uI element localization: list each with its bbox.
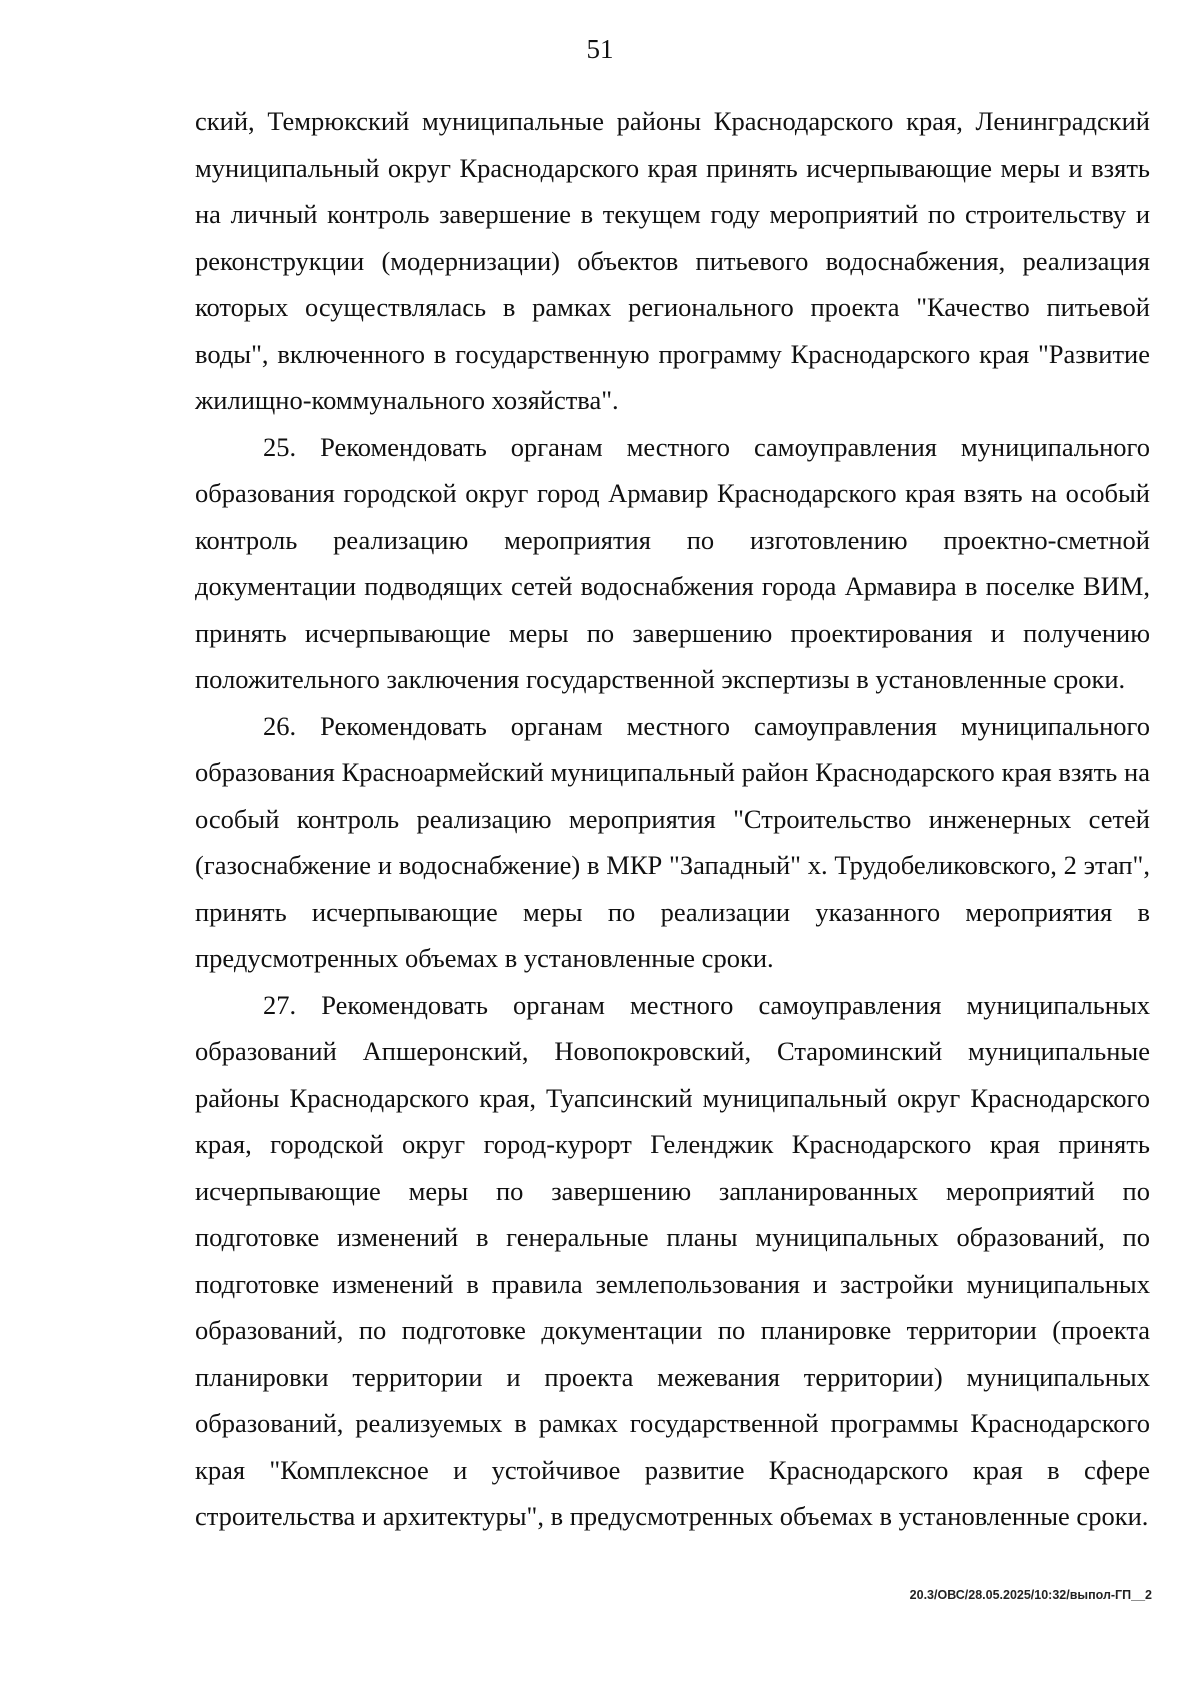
paragraph-27 [195, 982, 1150, 1540]
paragraph-text: Рекомендовать органам местного самоуправления муниципального образования городской округ город Армавир Краснодарского края взять на особый контроль реализацию мероприятия по изготовлению проектно-сметной документации подводящих сетей водоснабжения города Армавира в поселке ВИМ, принять исчерпывающие меры по завершению проектирования и получению положительного заключения государственной экспертизы в установленные сроки. [195, 431, 1151, 694]
document-footer-code: 20.3/ОВС/28.05.2025/10:32/выпол-ГП__2 [909, 1588, 1152, 1602]
paragraph-text: ский, Темрюкский муниципальные районы Краснодарского края, Ленинградский муниципальный округ Краснодарского края принять исчерпывающие меры и взять на личный контроль завершение в текущем году мероприятий по строительству и реконструкции (модернизации) объектов питьевого водоснабжения, реализация которых осуществлялась в рамках регионального проекта "Качество питьевой воды", включенного в государственную программу Краснодарского края "Развитие жилищно-коммунального хозяйства". [195, 106, 1150, 415]
page-number: 51 [586, 34, 614, 64]
continuation-paragraph [195, 98, 1150, 424]
paragraph-25 [195, 424, 1150, 703]
paragraph-text: Рекомендовать органам местного самоуправления муниципальных образований Апшеронский, Новопокровский, Староминский муниципальные районы Краснодарского края, Туапсинский муниципальный округ Краснодарского края, городской округ город-курорт Геленджик Краснодарского края принять исчерпывающие меры по завершению запланированных мероприятий по подготовке изменений в генеральные планы муниципальных образований, по подготовке изменений в правила землепользования и застройки муниципальных образований, по подготовке документации по планировке территории (проекта планировки территории и проекта межевания территории) муниципальных образований, реализуемых в рамках государственной программы Краснодарского края "Комплексное и устойчивое развитие Краснодарского края в сфере строительства и архитектуры", в предусмотренных объемах в установленные сроки. [195, 989, 1150, 1531]
paragraph-number: 25. [263, 431, 297, 462]
document-body [195, 98, 1150, 1540]
paragraph-number: 26. [263, 710, 297, 741]
paragraph-number: 27. [263, 989, 297, 1020]
paragraph-26 [195, 703, 1150, 982]
paragraph-text: Рекомендовать органам местного самоуправления муниципального образования Красноармейский муниципальный район Краснодарского края взять на особый контроль реализацию мероприятия "Строительство инженерных сетей (газоснабжение и водоснабжение) в МКР "Западный" х. Трудобеликовского, 2 этап", принять исчерпывающие меры по реализации указанного мероприятия в предусмотренных объемах в установленные сроки. [195, 710, 1151, 973]
